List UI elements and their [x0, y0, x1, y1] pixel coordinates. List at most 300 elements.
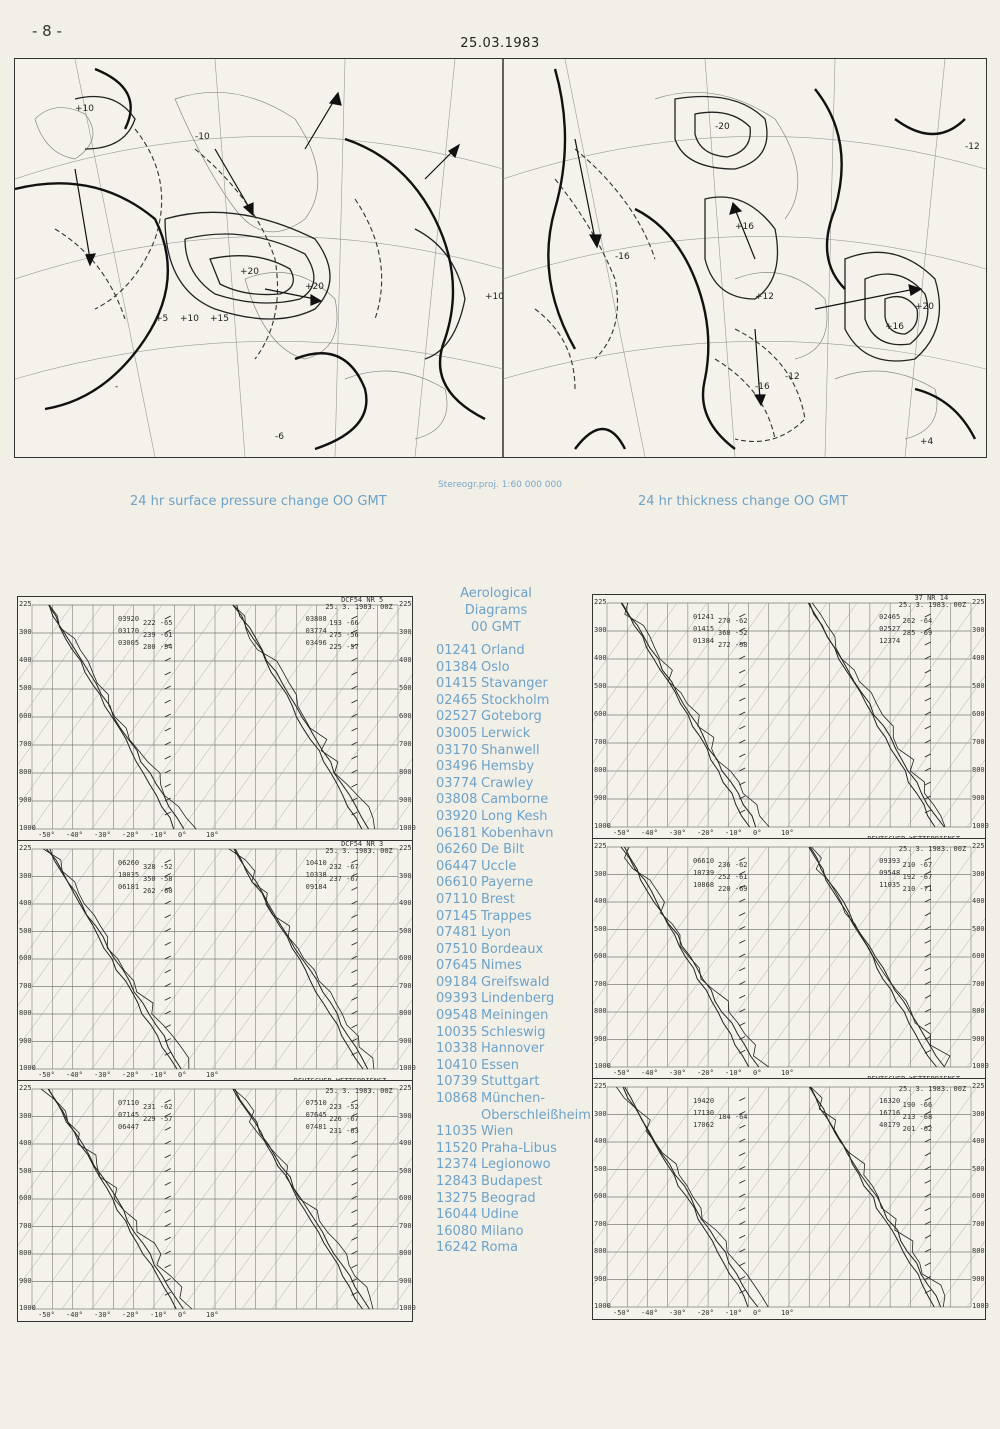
pressure-level-label: 700: [594, 1219, 607, 1228]
pressure-level-label: 800: [972, 766, 985, 774]
station-id-label: 03774: [305, 627, 327, 635]
pressure-level-label: 700: [972, 1219, 985, 1228]
pressure-level-label: 300: [399, 871, 412, 880]
aerological-title-line3: 00 GMT: [471, 620, 521, 635]
temperature-label: 0°: [178, 1311, 187, 1319]
pressure-level-label: 700: [399, 740, 412, 748]
weather-maps: [14, 58, 987, 458]
pressure-level-label: 500: [594, 682, 607, 690]
station-value-label: 225 -57: [329, 643, 359, 651]
station-row: [436, 1240, 591, 1257]
station-name: Legionowo: [481, 1157, 551, 1173]
pressure-level-label: 900: [19, 796, 32, 804]
pressure-level-label: 800: [19, 1009, 32, 1017]
station-row: [436, 792, 591, 809]
pressure-level-label: 900: [399, 1276, 412, 1285]
pressure-level-label: 300: [594, 1109, 607, 1118]
station-code: 03808: [436, 792, 478, 808]
station-name: Crawley: [481, 775, 534, 791]
station-value-label: 270 -62: [718, 617, 748, 625]
station-code: 03170: [436, 742, 478, 758]
station-row: [436, 1191, 591, 1208]
station-code: 03920: [436, 808, 478, 824]
station-id-label: 16320: [879, 1097, 901, 1105]
station-name: Stockholm: [481, 692, 550, 708]
station-value-label: 280 -54: [143, 643, 173, 651]
station-id-label: 19420: [693, 1097, 715, 1105]
station-id-label: 09393: [879, 857, 901, 865]
station-name: Oberschleißheim: [481, 1107, 591, 1123]
station-name: Udine: [481, 1207, 519, 1223]
station-row: [436, 1141, 591, 1158]
pressure-level-label: 900: [594, 794, 607, 802]
pressure-level-label: 700: [972, 979, 985, 988]
station-code: 16044: [436, 1207, 478, 1223]
station-name: Stavanger: [481, 676, 548, 692]
temperature-label: 0°: [753, 829, 762, 837]
pressure-level-label: 500: [972, 682, 985, 690]
svg-text:-: -: [115, 382, 119, 392]
station-id-label: 07481: [305, 1123, 327, 1131]
pressure-level-label: 800: [972, 1247, 985, 1255]
station-name: Bordeaux: [481, 941, 544, 957]
station-name: Uccle: [481, 858, 517, 874]
station-id-label: 01384: [693, 637, 715, 645]
pressure-level-label: 800: [972, 1007, 985, 1015]
pressure-level-label: 500: [19, 1166, 32, 1175]
pressure-level-label: 400: [594, 1137, 607, 1145]
temperature-label: -10°: [725, 829, 742, 837]
pressure-level-label: 500: [19, 926, 32, 935]
station-code: 10338: [436, 1041, 478, 1057]
station-id-label: 07145: [118, 1111, 140, 1119]
temperature-label: -50°: [613, 1309, 630, 1317]
station-row: [436, 1025, 591, 1042]
station-name: Brest: [481, 891, 515, 907]
station-value-label: 285 -69: [902, 629, 933, 637]
temperature-label: 0°: [178, 831, 187, 839]
station-value-label: 350 -58: [143, 875, 173, 883]
svg-text:-10: -10: [195, 132, 210, 142]
station-row: [436, 892, 591, 909]
station-name: Roma: [481, 1240, 519, 1256]
station-code: 13275: [436, 1190, 478, 1206]
station-value-label: 275 -56: [329, 631, 359, 639]
diagram-datestamp: 25. 3. 1983. 00Z: [898, 845, 967, 853]
pressure-level-label: 400: [399, 656, 412, 664]
station-id-label: 01415: [693, 625, 715, 633]
temperature-label: 10°: [781, 1309, 794, 1317]
station-value-label: 239 -61: [143, 631, 173, 639]
svg-text:+12: +12: [755, 292, 774, 302]
station-name: Shanwell: [481, 742, 540, 758]
temperature-label: -40°: [66, 831, 83, 839]
temperature-label: -30°: [94, 1071, 111, 1079]
map-projection-scale: Stereogr.proj. 1:60 000 000: [437, 480, 562, 490]
pressure-level-label: 800: [399, 1249, 412, 1257]
station-value-label: 237 -67: [329, 875, 359, 883]
station-value-label: 210 -67: [902, 861, 933, 869]
station-code: 03774: [436, 775, 478, 791]
station-name: Greifswald: [481, 974, 550, 990]
station-id-label: 16716: [879, 1109, 901, 1117]
station-code: 10868: [436, 1091, 478, 1107]
diagram-datestamp: 25. 3. 1983. 00Z: [898, 601, 967, 609]
pressure-level-label: 800: [594, 1247, 607, 1255]
station-id-label: 10035: [118, 871, 140, 879]
pressure-level-label: 1000: [399, 1304, 416, 1312]
station-row: [436, 1008, 591, 1025]
svg-text:-12: -12: [965, 142, 980, 152]
pressure-level-label: 400: [972, 897, 985, 905]
pressure-level-label: 400: [972, 1137, 985, 1145]
station-row: [436, 1174, 591, 1191]
station-code: 16080: [436, 1223, 478, 1239]
station-value-label: 226 -67: [329, 1115, 359, 1123]
pressure-level-label: 1000: [399, 1064, 416, 1072]
aerological-title-line2: Diagrams: [464, 603, 528, 618]
pressure-level-label: 900: [19, 1036, 32, 1045]
station-code: 09184: [436, 974, 478, 990]
station-code: 07510: [436, 941, 478, 957]
station-row: [436, 1207, 591, 1224]
station-code: 01241: [436, 643, 478, 658]
svg-text:+16: +16: [735, 222, 754, 232]
station-id-label: 10739: [693, 869, 715, 877]
temperature-label: -20°: [697, 1309, 714, 1317]
svg-text:-6: -6: [275, 432, 284, 442]
station-code: 10035: [436, 1024, 478, 1040]
svg-text:+10: +10: [485, 292, 504, 302]
station-id-label: 17062: [693, 1121, 715, 1129]
pressure-level-label: 700: [399, 1221, 412, 1230]
station-value-label: 262 -60: [143, 887, 173, 895]
station-row: [436, 726, 591, 743]
station-row: [436, 909, 591, 926]
svg-text:+15: +15: [210, 314, 229, 324]
station-code: 09548: [436, 1008, 478, 1024]
pressure-level-label: 800: [399, 768, 412, 776]
pressure-level-label: 300: [972, 1109, 985, 1118]
station-value-label: 210 -71: [902, 885, 933, 893]
temperature-label: 0°: [753, 1069, 762, 1077]
pressure-level-label: 600: [19, 712, 32, 720]
svg-text:+5: +5: [155, 314, 169, 324]
pressure-level-label: 400: [399, 899, 412, 907]
svg-text:+20: +20: [240, 267, 259, 277]
station-name: Schleswig: [481, 1024, 546, 1040]
station-list: [436, 643, 591, 1257]
temperature-label: -20°: [122, 1071, 139, 1079]
station-value-label: 193 -66: [329, 619, 359, 627]
station-row: [436, 875, 591, 892]
svg-text:+10: +10: [180, 314, 199, 324]
temperature-label: -40°: [641, 1309, 658, 1317]
pressure-level-label: 600: [399, 1194, 412, 1202]
pressure-level-label: 225: [972, 842, 985, 850]
pressure-level-label: 500: [972, 1164, 985, 1173]
pressure-level-label: 700: [19, 981, 32, 990]
station-value-label: 236 -62: [718, 861, 748, 869]
pressure-level-label: 225: [594, 842, 607, 850]
station-row: [436, 676, 591, 693]
station-code: 03005: [436, 725, 478, 741]
station-id-label: 03170: [118, 627, 140, 635]
pressure-level-label: 1000: [19, 1304, 36, 1312]
station-value-label: 192 -67: [902, 873, 933, 881]
station-code: 07645: [436, 958, 478, 974]
station-name: Long Kesh: [481, 808, 548, 824]
pressure-level-label: 500: [399, 684, 412, 692]
pressure-level-label: 500: [399, 1166, 412, 1175]
diagram-header: DCF54 NR 5: [341, 596, 384, 604]
station-code: [436, 1108, 481, 1125]
pressure-level-label: 600: [594, 710, 607, 718]
temperature-label: -20°: [122, 1311, 139, 1319]
pressure-level-label: 800: [594, 766, 607, 774]
pressure-level-label: 1000: [399, 824, 416, 832]
pressure-level-label: 225: [399, 600, 412, 608]
pressure-level-label: 600: [399, 712, 412, 720]
station-code: 12374: [436, 1157, 478, 1173]
station-id-label: 03005: [118, 639, 140, 647]
pressure-level-label: 900: [399, 796, 412, 804]
station-id-label: 07110: [118, 1099, 140, 1107]
aerological-diagram-left-1: [17, 596, 416, 842]
page-number: - 8 -: [32, 22, 62, 40]
pressure-level-label: 300: [399, 1111, 412, 1120]
station-id-label: 09184: [305, 883, 327, 891]
station-row: [436, 743, 591, 760]
pressure-level-label: 1000: [972, 822, 989, 830]
station-row: [436, 859, 591, 876]
station-id-label: 11035: [879, 881, 901, 889]
pressure-level-label: 900: [399, 1036, 412, 1045]
temperature-label: -10°: [725, 1309, 742, 1317]
page-date: 25.03.1983: [460, 36, 540, 51]
pressure-level-label: 300: [972, 626, 985, 634]
station-name: Payerne: [481, 875, 534, 891]
pressure-level-label: 900: [594, 1274, 607, 1283]
station-name: Lindenberg: [481, 991, 555, 1007]
pressure-level-label: 1000: [594, 1062, 611, 1070]
station-row: [436, 1091, 591, 1108]
right-map-caption: 24 hr thickness change OO GMT: [638, 494, 848, 509]
station-value-label: 229 -57: [143, 1115, 173, 1123]
station-row: [436, 776, 591, 793]
station-value-label: 328 -52: [143, 863, 173, 871]
aerological-title: [436, 585, 556, 636]
station-id-label: 09548: [879, 869, 901, 877]
station-row: [436, 709, 591, 726]
station-id-label: 12374: [879, 637, 901, 645]
temperature-label: -20°: [697, 829, 714, 837]
station-code: 02527: [436, 709, 478, 725]
station-row: [436, 809, 591, 826]
aerological-diagram-right-3: [592, 1078, 989, 1320]
station-code: 07145: [436, 908, 478, 924]
station-row: [436, 1058, 591, 1075]
temperature-label: -50°: [38, 831, 55, 839]
station-value-label: 262 -64: [902, 617, 933, 625]
pressure-level-label: 800: [594, 1007, 607, 1015]
station-code: 07110: [436, 891, 478, 907]
pressure-level-label: 400: [19, 899, 32, 907]
pressure-level-label: 225: [399, 844, 412, 852]
station-row: [436, 842, 591, 859]
station-name: Hemsby: [481, 759, 535, 775]
station-value-label: 232 -67: [329, 863, 359, 871]
pressure-level-label: 225: [594, 598, 607, 606]
aerological-diagram-right-1: [592, 594, 989, 840]
aerological-diagram-left-3: [17, 1080, 416, 1322]
temperature-label: 10°: [781, 1069, 794, 1077]
svg-text:-12: -12: [785, 372, 800, 382]
temperature-label: -20°: [697, 1069, 714, 1077]
station-code: 07481: [436, 925, 478, 941]
pressure-level-label: 225: [972, 598, 985, 606]
station-row: [436, 759, 591, 776]
station-name: Meiningen: [481, 1008, 549, 1024]
diagram-header: DCF54 NR 3: [341, 840, 384, 848]
temperature-label: -50°: [613, 829, 630, 837]
station-code: 06181: [436, 825, 478, 841]
temperature-label: -20°: [122, 831, 139, 839]
pressure-level-label: 800: [399, 1009, 412, 1017]
station-value-label: 190 -66: [902, 1101, 933, 1109]
pressure-level-label: 225: [594, 1082, 607, 1090]
pressure-level-label: 500: [399, 926, 412, 935]
station-row: [436, 1108, 591, 1125]
temperature-label: -10°: [150, 831, 167, 839]
pressure-level-label: 700: [399, 981, 412, 990]
station-name: Hannover: [481, 1041, 545, 1057]
svg-text:+10: +10: [75, 104, 94, 114]
pressure-level-label: 700: [972, 738, 985, 746]
left-map-caption: 24 hr surface pressure change OO GMT: [130, 494, 387, 509]
station-id-label: 06260: [118, 859, 140, 867]
station-value-label: 222 -65: [143, 619, 173, 627]
aerological-title-line1: Aerological: [460, 586, 532, 601]
pressure-level-label: 900: [594, 1034, 607, 1043]
temperature-label: 0°: [178, 1071, 187, 1079]
station-code: 06610: [436, 875, 478, 891]
temperature-label: -40°: [66, 1071, 83, 1079]
pressure-level-label: 900: [972, 1034, 985, 1043]
station-name: Kobenhavn: [481, 825, 554, 841]
station-name: Essen: [481, 1057, 519, 1073]
pressure-level-label: 225: [972, 1082, 985, 1090]
pressure-level-label: 600: [399, 954, 412, 962]
pressure-level-label: 700: [594, 738, 607, 746]
pressure-level-label: 1000: [19, 1064, 36, 1072]
weather-maps-drawing: [15, 59, 986, 457]
svg-text:+20: +20: [305, 282, 324, 292]
pressure-level-label: 900: [972, 794, 985, 802]
station-row: [436, 975, 591, 992]
svg-text:+16: +16: [885, 322, 904, 332]
station-value-label: 231 -63: [329, 1127, 359, 1135]
station-id-label: 02527: [879, 625, 901, 633]
pressure-level-label: 600: [594, 952, 607, 960]
station-value-label: 213 -68: [902, 1113, 933, 1121]
station-row: [436, 660, 591, 677]
station-code: 03496: [436, 759, 478, 775]
pressure-level-label: 500: [594, 924, 607, 933]
station-id-label: 02465: [879, 613, 901, 621]
station-name: München-: [481, 1091, 546, 1107]
pressure-level-label: 600: [19, 954, 32, 962]
station-id-label: 10338: [305, 871, 327, 879]
temperature-label: -50°: [38, 1311, 55, 1319]
temperature-label: -10°: [150, 1071, 167, 1079]
station-name: Milano: [481, 1223, 524, 1239]
station-id-label: 06181: [118, 883, 140, 891]
station-value-label: 231 -62: [143, 1103, 173, 1111]
station-id-label: 40179: [879, 1121, 901, 1129]
station-code: 02465: [436, 692, 478, 708]
station-code: 11520: [436, 1140, 478, 1156]
pressure-level-label: 300: [19, 628, 32, 636]
temperature-label: -40°: [641, 829, 658, 837]
station-value-label: 184 -64: [718, 1113, 748, 1121]
pressure-level-label: 500: [19, 684, 32, 692]
temperature-label: -30°: [94, 831, 111, 839]
station-name: Stuttgart: [481, 1074, 540, 1090]
station-value-label: 272 -58: [718, 641, 748, 649]
station-id-label: 17130: [693, 1109, 715, 1117]
pressure-level-label: 1000: [594, 1302, 611, 1310]
station-code: 10739: [436, 1074, 478, 1090]
station-row: [436, 942, 591, 959]
pressure-level-label: 400: [399, 1139, 412, 1147]
station-name: Oslo: [481, 659, 510, 675]
temperature-label: -10°: [725, 1069, 742, 1077]
pressure-level-label: 1000: [972, 1062, 989, 1070]
pressure-level-label: 300: [594, 869, 607, 878]
pressure-level-label: 300: [19, 1111, 32, 1120]
station-row: [436, 693, 591, 710]
pressure-level-label: 800: [19, 768, 32, 776]
temperature-label: 10°: [206, 1311, 219, 1319]
temperature-label: -30°: [669, 1069, 686, 1077]
station-name: Beograd: [481, 1190, 536, 1206]
station-code: 12843: [436, 1174, 478, 1189]
pressure-level-label: 1000: [972, 1302, 989, 1310]
station-value-label: 223 -52: [329, 1103, 359, 1111]
station-id-label: 03920: [118, 615, 140, 623]
pressure-level-label: 300: [972, 869, 985, 878]
station-row: [436, 991, 591, 1008]
station-name: De Bilt: [481, 842, 525, 858]
diagram-datestamp: 25. 3. 1983. 00Z: [325, 847, 393, 855]
pressure-level-label: 400: [972, 654, 985, 662]
station-code: 01384: [436, 659, 478, 675]
pressure-level-label: 400: [594, 897, 607, 905]
diagram-datestamp: 25. 3. 1983. 00Z: [325, 1087, 393, 1095]
pressure-level-label: 600: [972, 952, 985, 960]
pressure-level-label: 300: [399, 628, 412, 636]
station-id-label: 07645: [305, 1111, 327, 1119]
station-id-label: 07510: [305, 1099, 327, 1107]
pressure-level-label: 400: [594, 654, 607, 662]
pressure-level-label: 1000: [594, 822, 611, 830]
station-name: Budapest: [481, 1174, 543, 1189]
station-code: 06447: [436, 858, 478, 874]
temperature-label: -30°: [669, 829, 686, 837]
station-name: Lyon: [481, 925, 511, 941]
station-id-label: 10410: [305, 859, 327, 867]
